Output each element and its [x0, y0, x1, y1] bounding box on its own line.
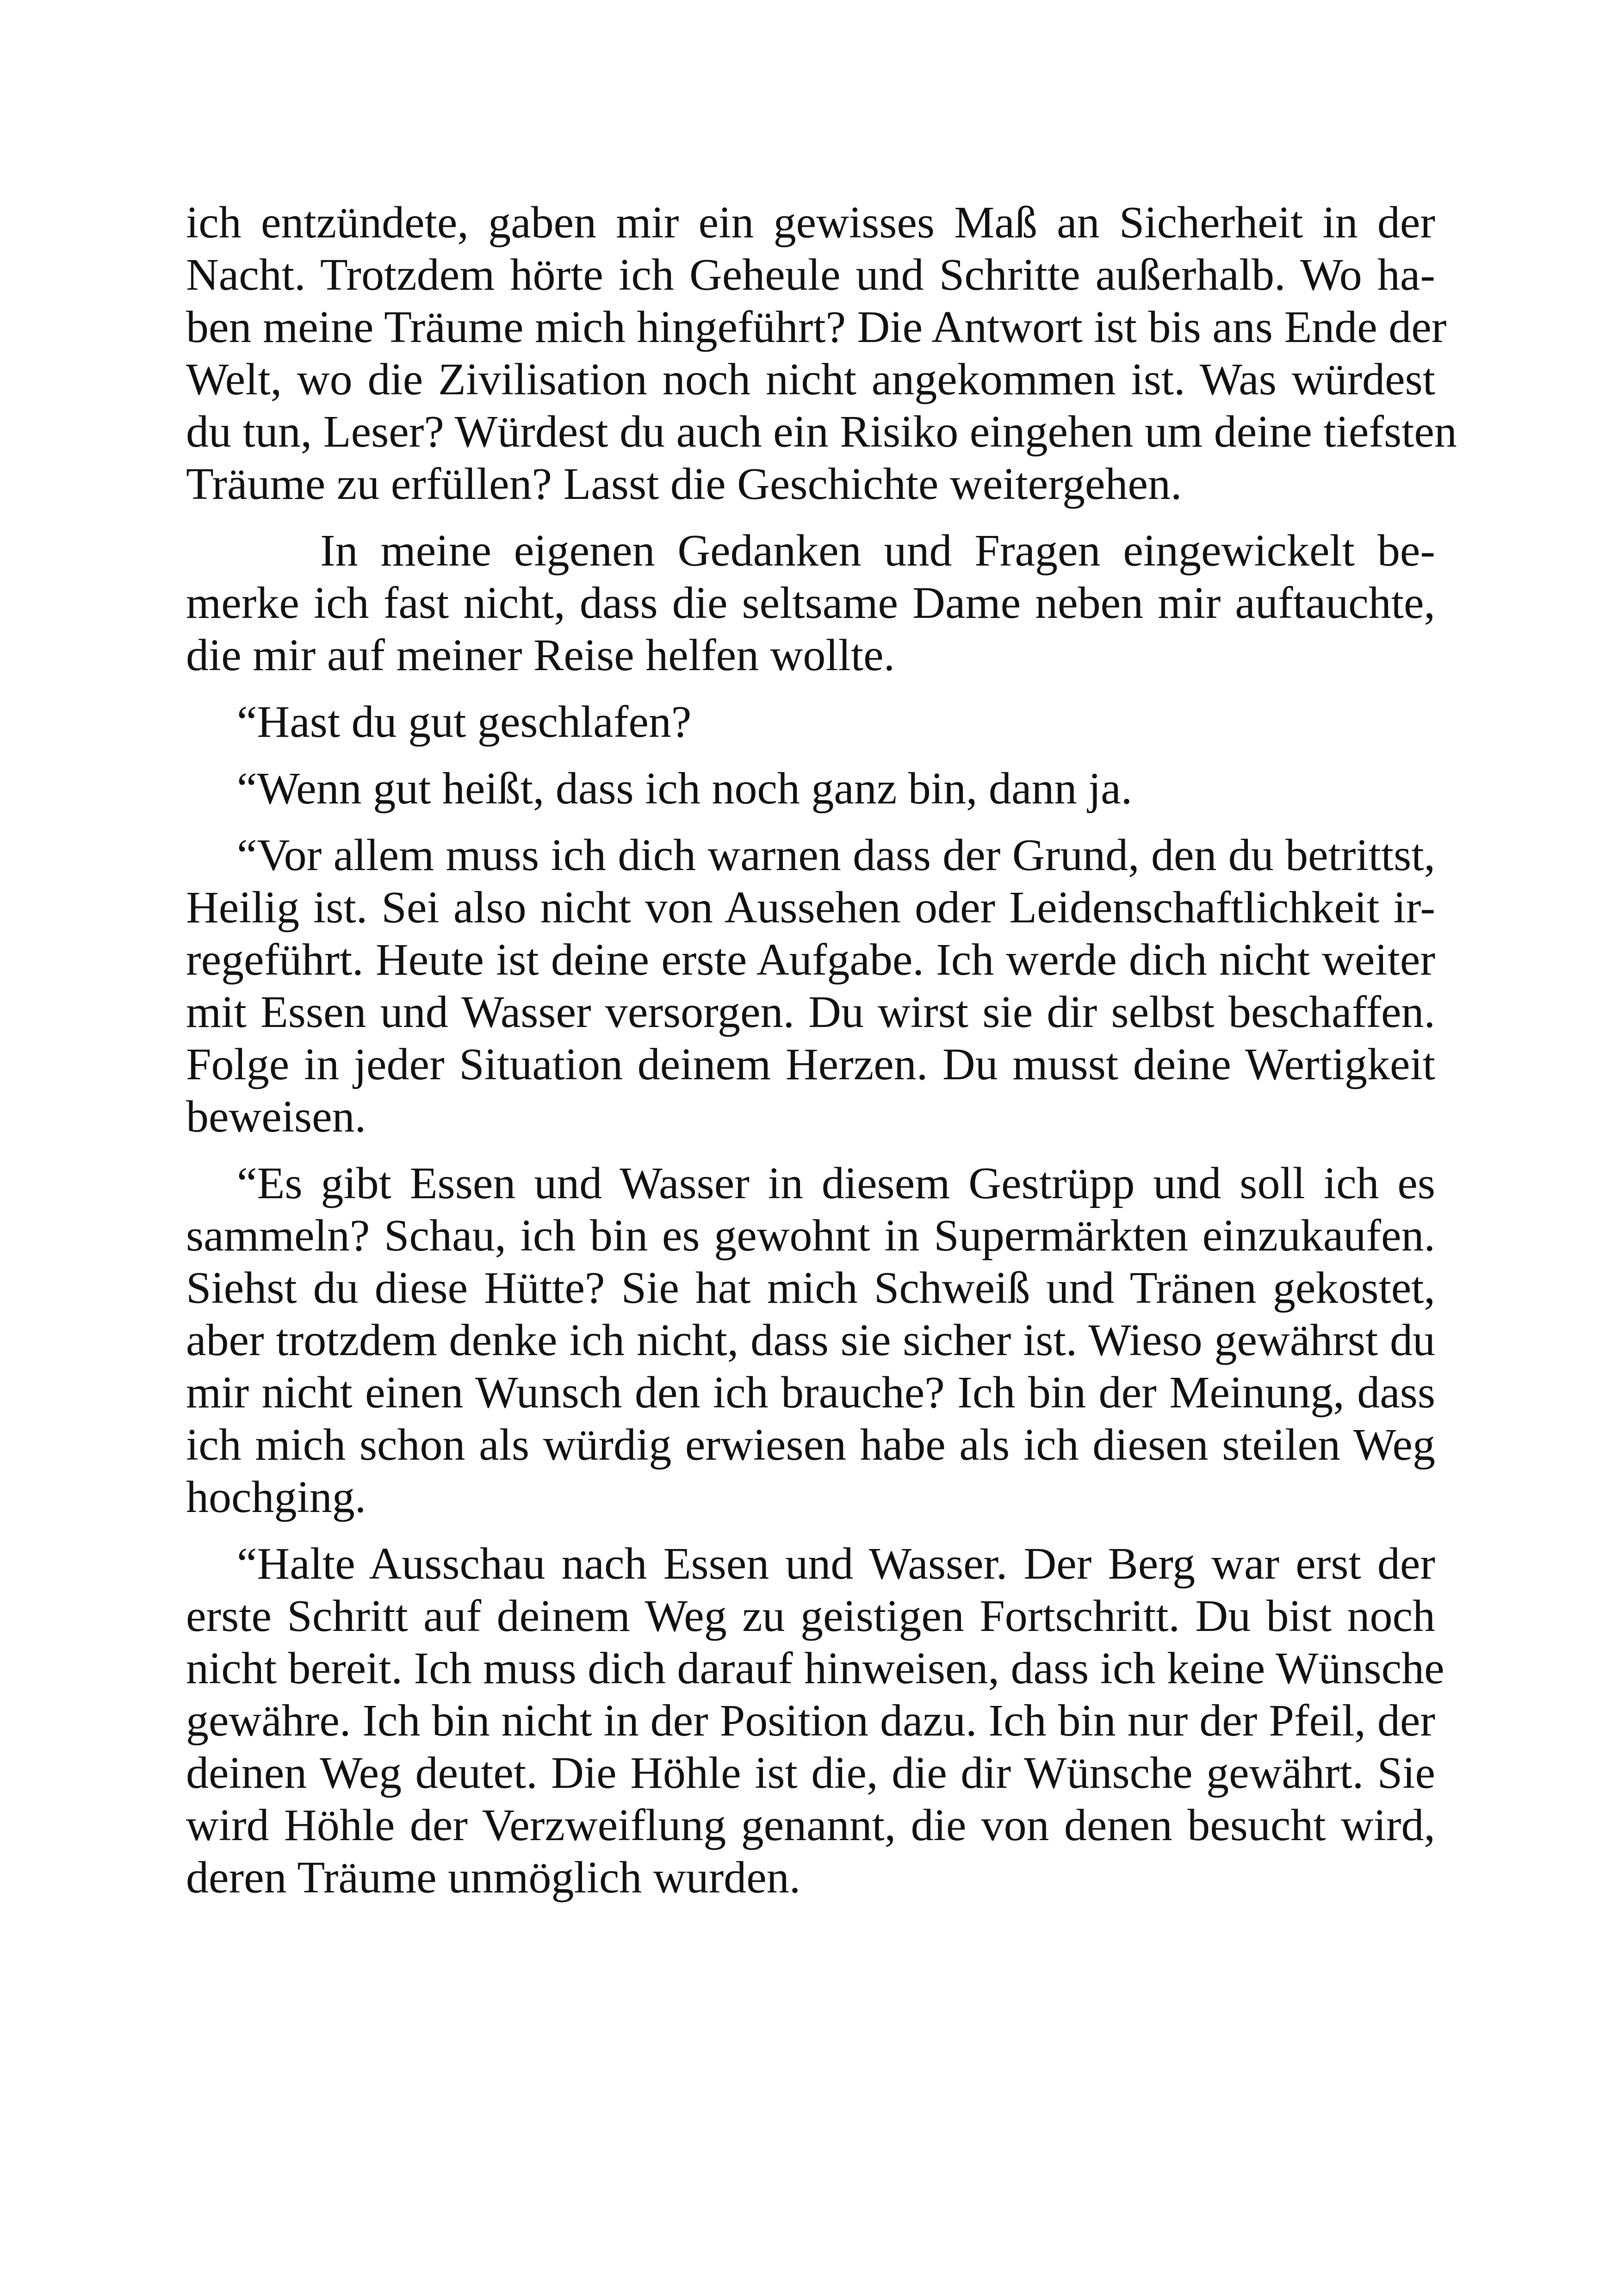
- text-line: sammeln? Schau, ich bin es gewohnt in Supermärkten einzukaufen.: [186, 1211, 1435, 1261]
- paragraph: [186, 1538, 1444, 1904]
- text-line: aber trotzdem denke ich nicht, dass sie sicher ist. Wieso gewährst du: [186, 1315, 1435, 1365]
- text-line: “Es gibt Essen und Wasser in diesem Gestrüpp und soll ich es: [237, 1158, 1435, 1208]
- text-line: deinen Weg deutet. Die Höhle ist die, die dir Wünsche gewährt. Sie: [186, 1748, 1435, 1798]
- text-line: du tun, Leser? Würdest du auch ein Risiko eingehen um deine tiefsten: [186, 407, 1457, 457]
- text-line: beweisen.: [186, 1092, 366, 1142]
- text-line: mir nicht einen Wunsch den ich brauche? Ich bin der Meinung, dass: [186, 1368, 1435, 1418]
- text-line: ben meine Träume mich hingeführt? Die Antwort ist bis ans Ende der: [186, 302, 1447, 352]
- text-line: Siehst du diese Hütte? Sie hat mich Schweiß und Tränen gekostet,: [186, 1263, 1435, 1313]
- text-line: “Halte Ausschau nach Essen und Wasser. Der Berg war erst der: [237, 1539, 1435, 1589]
- text-line: ich mich schon als würdig erwiesen habe als ich diesen steilen Weg: [186, 1420, 1435, 1470]
- paragraph: [186, 829, 1435, 1143]
- text-line: deren Träume unmöglich wurden.: [186, 1853, 801, 1903]
- text-line: “Hast du gut geschlafen?: [237, 697, 692, 747]
- text-line: Nacht. Trotzdem hörte ich Geheule und Schritte außerhalb. Wo ha-: [186, 250, 1435, 300]
- text-line: Folge in jeder Situation deinem Herzen. Du musst deine Wertigkeit: [186, 1039, 1435, 1089]
- text-line: regeführt. Heute ist deine erste Aufgabe. Ich werde dich nicht weiter: [186, 935, 1435, 985]
- text-line: hochging.: [186, 1472, 366, 1522]
- text-line: ich entzündete, gaben mir ein gewisses Maß an Sicherheit in der: [186, 198, 1435, 248]
- text-line: die mir auf meiner Reise helfen wollte.: [186, 630, 895, 680]
- text-line: Träume zu erfüllen? Lasst die Geschichte weitergehen.: [186, 459, 1182, 509]
- text-line: wird Höhle der Verzweiflung genannt, die von denen besucht wird,: [186, 1800, 1435, 1850]
- text-line: merke ich fast nicht, dass die seltsame Dame neben mir auftauchte,: [186, 578, 1435, 628]
- text-line: gewähre. Ich bin nicht in der Position dazu. Ich bin nur der Pfeil, der: [186, 1696, 1435, 1746]
- text-line: nicht bereit. Ich muss dich darauf hinweisen, dass ich keine Wünsche: [186, 1643, 1444, 1693]
- text-line: erste Schritt auf deinem Weg zu geistigen Fortschritt. Du bist noch: [186, 1591, 1435, 1641]
- paragraph: [186, 1157, 1435, 1524]
- paragraph: [186, 696, 1435, 748]
- paragraph: [186, 525, 1435, 682]
- text-line: mit Essen und Wasser versorgen. Du wirst sie dir selbst beschaffen.: [186, 987, 1435, 1037]
- paragraph: [186, 197, 1457, 510]
- text-line: Welt, wo die Zivilisation noch nicht angekommen ist. Was würdest: [186, 355, 1435, 404]
- body-text: [186, 197, 1457, 1918]
- text-line: Heilig ist. Sei also nicht von Aussehen oder Leidenschaftlichkeit ir-: [186, 883, 1435, 933]
- text-line: In meine eigenen Gedanken und Fragen eingewickelt be-: [320, 526, 1435, 576]
- text-line: “Wenn gut heißt, dass ich noch ganz bin, dann ja.: [237, 764, 1133, 814]
- paragraph: [186, 763, 1435, 815]
- text-line: “Vor allem muss ich dich warnen dass der Grund, den du betrittst,: [237, 830, 1435, 880]
